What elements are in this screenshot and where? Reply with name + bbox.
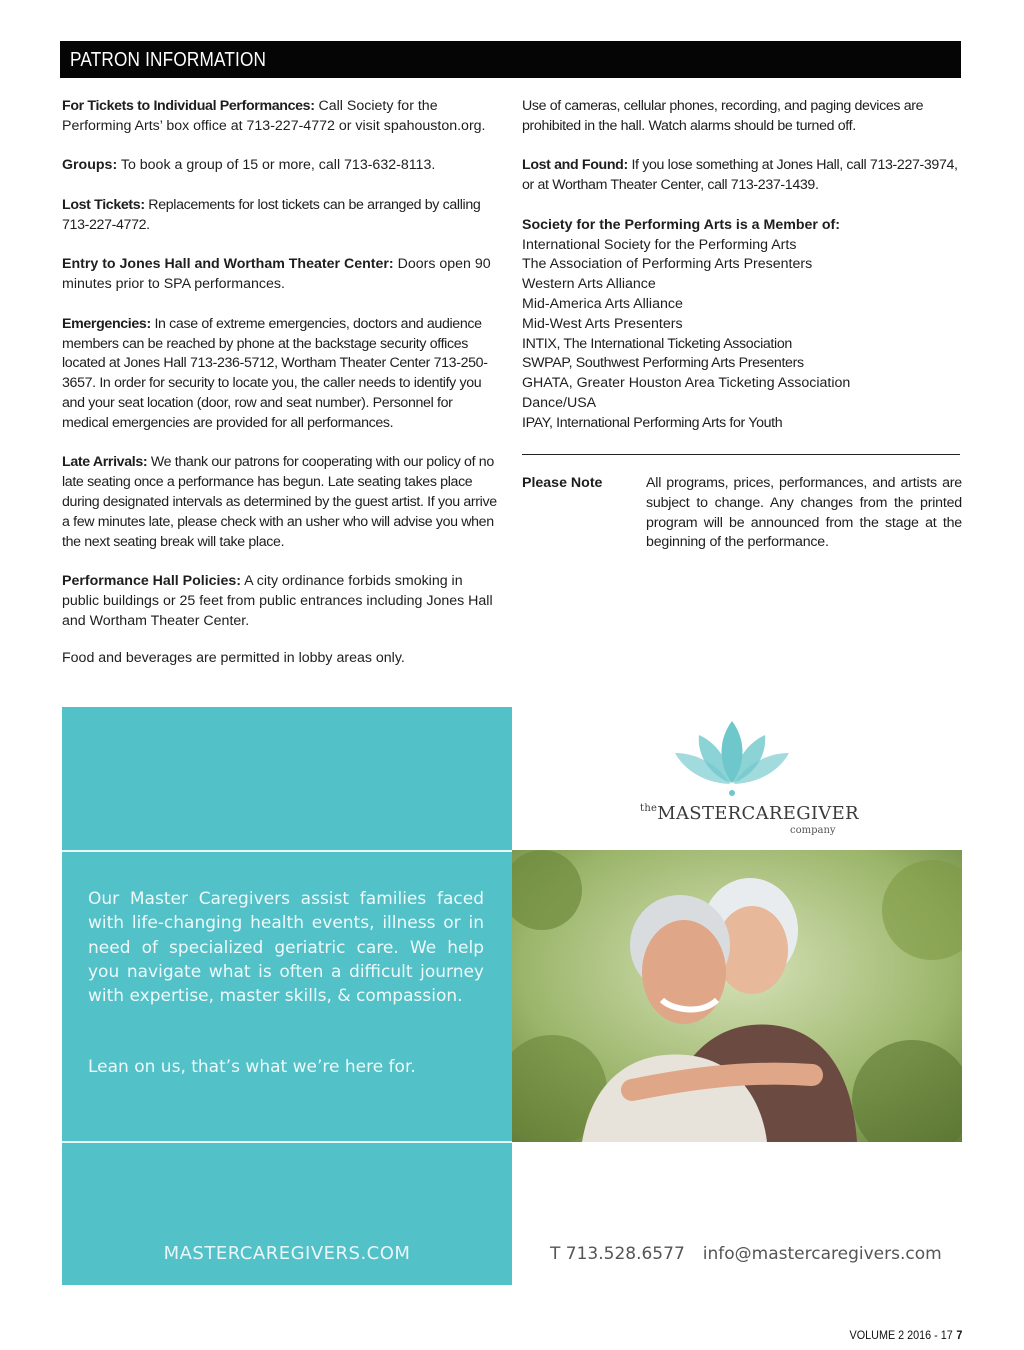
membership-heading: Society for the Performing Arts is a Member of: — [522, 216, 840, 233]
logo-name: MASTERCAREGIVER — [657, 803, 859, 824]
late-arrivals-label: Late Arrivals: — [62, 454, 148, 471]
late-arrivals-paragraph — [62, 453, 502, 552]
divider-line — [522, 454, 960, 455]
hall-policies-text: A city ordinance forbids smoking in public buildings or 25 feet from public entrances including Jones Hall and Wortham Theater Center. — [62, 573, 493, 629]
emergencies-paragraph — [62, 315, 502, 434]
logo-the: the — [640, 803, 658, 814]
member-item: International Society for the Performing Arts — [522, 236, 797, 253]
member-item: Dance/USA — [522, 394, 597, 411]
food-text: Food and beverages are permitted in lobby areas only. — [62, 650, 405, 667]
member-item: IPAY, International Performing Arts for Youth — [522, 414, 783, 431]
lost-found-paragraph — [522, 156, 964, 196]
ad-contact-line — [550, 1244, 942, 1264]
member-item: The Association of Performing Arts Presenters — [522, 256, 813, 273]
emergencies-label: Emergencies: — [62, 315, 151, 332]
emergencies-text: In case of extreme emergencies, doctors and audience members can be reached by phone at the backstage security offices located at Jones Hall 713-236-5712, Wortham Theater Center 713-250-3657. In order for security to locate you, the caller needs to identify you and your seat location (door, row and seat number). Personnel for medical emergencies are provided for all performances. — [62, 315, 488, 431]
entry-text: Doors open 90 minutes prior to SPA performances. — [62, 256, 491, 293]
right-column — [522, 97, 964, 434]
volume-label: VOLUME 2 2016 - 17 — [849, 1328, 953, 1342]
groups-label: Groups: — [62, 157, 118, 174]
membership-list — [522, 236, 964, 434]
member-item: Mid-West Arts Presenters — [522, 315, 683, 332]
master-caregiver-advertisement — [62, 707, 962, 1285]
page-footer — [849, 1328, 962, 1342]
ad-website: MASTERCAREGIVERS.COM — [163, 1243, 411, 1264]
food-paragraph — [62, 649, 502, 669]
ad-logo-area — [512, 707, 962, 850]
ad-body-copy: Our Master Caregivers assist families faced with life-changing health events, illness or in need of specialized geriatric care. We help you navigate what is often a difficult journey with expertise, master skills, & compassion. — [88, 889, 484, 1007]
lost-found-label: Lost and Found: — [522, 157, 628, 174]
member-item: Mid-America Arts Alliance — [522, 295, 683, 312]
ad-email: info@mastercaregivers.com — [702, 1244, 942, 1264]
member-item: INTIX, The International Ticketing Association — [522, 335, 792, 352]
lost-tickets-label: Lost Tickets: — [62, 196, 145, 213]
logo-company: company — [790, 825, 836, 836]
membership-block — [522, 216, 964, 434]
tickets-label: For Tickets to Individual Performances: — [62, 98, 315, 114]
late-arrivals-text: We thank our patrons for cooperating with our policy of no late seating once a performance has begun. Late seating takes place during designated intervals as determined by the guest artist. If you arrive a few minutes late, please check with an usher who will advise you when the next seating break will take place. — [62, 454, 497, 550]
ad-divider-top — [62, 850, 512, 852]
tickets-paragraph — [62, 97, 502, 137]
elderly-couple-photo — [512, 850, 962, 1142]
ad-phone: T 713.528.6577 — [550, 1244, 685, 1264]
member-item: GHATA, Greater Houston Area Ticketing Association — [522, 375, 851, 392]
groups-paragraph — [62, 156, 502, 176]
section-title: PATRON INFORMATION — [70, 49, 267, 71]
member-item: Western Arts Alliance — [522, 276, 656, 293]
left-column — [62, 97, 502, 689]
lost-tickets-paragraph — [62, 196, 502, 236]
section-header — [60, 41, 961, 78]
lost-found-text: If you lose something at Jones Hall, call 713-227-3974, or at Wortham Theater Center, call 713-237-1439. — [522, 157, 958, 194]
lotus-logo-icon — [657, 713, 807, 803]
please-note-text: All programs, prices, performances, and artists are subject to change. Any changes from the printed program will be announced from the stage at the beginning of the performance. — [646, 475, 962, 551]
devices-paragraph: Use of cameras, cellular phones, recording, and paging devices are prohibited in the hall. Watch alarms should be turned off. — [522, 98, 924, 134]
entry-paragraph — [62, 255, 502, 295]
hall-policies-label: Performance Hall Policies: — [62, 573, 241, 590]
groups-text: To book a group of 15 or more, call 713-632-8113. — [117, 157, 436, 174]
please-note-label: Please Note — [522, 475, 603, 491]
member-item: SWPAP, Southwest Performing Arts Presenters — [522, 355, 804, 372]
page-number: 7 — [955, 1328, 962, 1342]
entry-label: Entry to Jones Hall and Wortham Theater Center: — [62, 256, 394, 273]
ad-tagline: Lean on us, that’s what we’re here for. — [88, 1057, 416, 1077]
hall-policies-paragraph — [62, 572, 502, 631]
photo-illustration — [512, 850, 962, 1142]
ad-teal-panel — [62, 707, 512, 1285]
logo-wordmark — [640, 803, 859, 824]
ad-divider-bottom — [62, 1141, 512, 1143]
tickets-text: Call Society for the Performing Arts’ box office at 713-227-4772 or visit spahouston.org. — [62, 98, 486, 134]
lost-tickets-text: Replacements for lost tickets can be arranged by calling 713-227-4772. — [62, 196, 481, 233]
